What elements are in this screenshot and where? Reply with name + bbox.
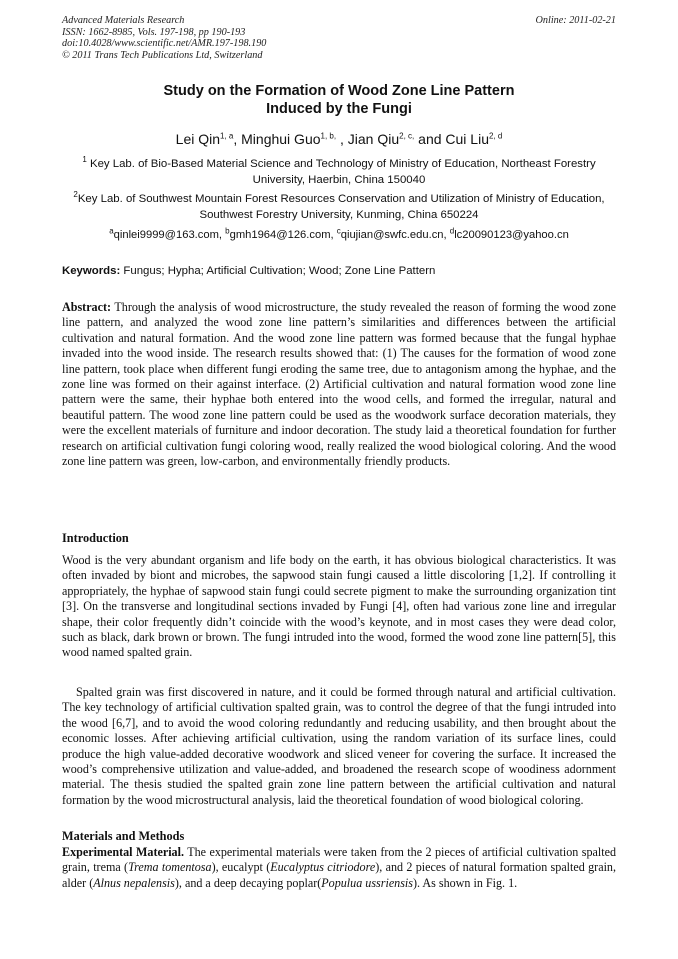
species-name: Trema tomentosa	[128, 860, 212, 875]
email-address: qinlei9999@163.com,	[113, 229, 223, 241]
methods-text: ), eucalypt (	[211, 860, 271, 875]
author-name: Jian Qiu	[347, 131, 400, 147]
title-line-2: Induced by the Fungi	[266, 101, 412, 117]
affiliation-2	[62, 192, 616, 223]
author-sup: 2, c,	[399, 131, 415, 141]
species-name: Alnus nepalensis	[93, 875, 175, 890]
paper-title	[62, 82, 616, 118]
affiliation-sup: 1	[82, 155, 87, 165]
abstract-text: Through the analysis of wood microstructure, the study revealed the reason of forming the wood zone line pattern, and analyzed the wood zone line pattern’s similarities and differences between the artificial cultivation and natural formation. And the wood zone line pattern was formed because that the fungal hyphae invaded into the wood inside. The research results showed that: (1) The causes for the formation of wood zone line pattern, took place when different fungi eroding the same tree, due to antagonism among the hyphae, and the zone line was formed on their against interface. (2) Artificial cultivation and natural formation wood zone line pattern were the same, their hyphae both entered into the wood cells, and formed the irregular, natural and beautiful pattern. The wood zone line pattern could be used as the woodwork surface decoration materials, they were the excellent materials of furniture and indoor decoration. The study laid a theoretical foundation for further research on artificial cultivation fungi coloring wood, really realized the wood biological coloring. And the wood zone line pattern was green, low-carbon, and environmentally friendly products.	[62, 300, 617, 469]
introduction-paragraph-2: Spalted grain was first discovered in nature, and it could be formed through natural and artificial cultivation. The key technology of artificial cultivation spalted grain, was to control the degree of that the fungi intruded into the wood [6,7], and to avoid the wood coloring redundantly and reducing usability, and then brought about the economic losses. After achieving artificial cultivation, using the random variation of its surface lines, could produce the high value-added decorative woodwork and sliced veneer for covering the surface. It increased the wood’s comprehensive utilization and value-added, and broadened the research scope of woodiness adornment material. The thesis studied the spalted grain zone line pattern between the artificial cultivation and natural formation by the wood microstructural analysis, laid the theoretical foundation of wood biological coloring.	[62, 685, 616, 807]
email-sup: c	[336, 226, 341, 236]
author-name: Minghui Guo	[241, 131, 321, 147]
email-address: gmh1964@126.com,	[229, 229, 334, 241]
species-name: Eucalyptus citriodore	[270, 860, 376, 875]
online-date: Online: 2011-02-21	[535, 15, 616, 26]
author-and: and	[418, 131, 442, 147]
methods-heading: Materials and Methods	[62, 829, 185, 843]
email-sup: d	[449, 226, 455, 236]
email-address: qiujian@swfc.edu.cn,	[340, 229, 447, 241]
introduction-heading: Introduction	[62, 531, 129, 545]
email-sup: b	[225, 226, 230, 236]
methods-text: The experimental materials were taken from the 2 pieces of artificial cultivation spalted grain, trema (	[62, 845, 616, 875]
doi-line: doi:10.4028/www.scientific.net/AMR.197-198.190	[62, 38, 267, 50]
author-list: Lei Qin$^{1, a}$, Minghui Guo$^{1, b,}$ , Jian Qiu$^{2, c,}$ and Cui Liu$^{2, d}$	[175, 131, 503, 147]
email-sup: a	[109, 226, 114, 236]
keywords-text: Fungus; Hypha; Artificial Cultivation; Wood; Zone Line Pattern	[123, 265, 436, 277]
affiliation-1	[62, 157, 616, 188]
author-sup: 1, b,	[320, 131, 337, 141]
methods-paragraph	[62, 845, 616, 891]
methods-text: ), and a deep decaying poplar(	[174, 875, 322, 890]
affiliation-sup: 2	[73, 190, 78, 200]
author-sup: 2, d	[489, 131, 503, 141]
methods-text: ), and 2 pieces of natural formation spalted grain, alder (	[62, 860, 617, 890]
keywords	[62, 264, 616, 279]
species-name: Populua ussriensis	[321, 875, 414, 890]
title-line-1: Study on the Formation of Wood Zone Line Pattern	[163, 83, 515, 99]
copyright-line: © 2011 Trans Tech Publications Ltd, Switzerland	[62, 49, 263, 61]
methods-text: ). As shown in Fig. 1.	[413, 875, 518, 890]
email-list	[62, 228, 616, 243]
abstract-label: Abstract:	[62, 300, 112, 314]
journal-header	[62, 15, 616, 61]
email-address: lc20090123@yahoo.cn	[454, 229, 569, 241]
author-name: Lei Qin	[175, 131, 221, 147]
introduction-paragraph-1: Wood is the very abundant organism and life body on the earth, it has obvious biological characteristics. It was often invaded by biont and microbes, the sapwood stain fungi caused a little discoloring [1,2]. If controlling it appropriately, the hyphae of sapwood stain fungi could secrete pigment to make the surrounding organization tint [3]. On the transverse and longitudinal sections invaded by Fungi [4], often had various zone line and irregular shape, their color frequently didn’t coincide with the wood’s keynote, and in most cases they were dead color, such as black, dark brown or brown. The fungi intruded into the wood, formed the wood zone line pattern[5], this wood named spalted grain.	[62, 553, 616, 660]
keywords-label: Keywords:	[62, 265, 121, 277]
issn-line: ISSN: 1662-8985, Vols. 197-198, pp 190-193	[62, 26, 246, 38]
affiliation-text: Key Lab. of Southwest Mountain Forest Resources Conservation and Utilization of Ministry of Education, Southwest Forestry University, Kunming, China 650224	[77, 193, 605, 221]
affiliation-text: Key Lab. of Bio-Based Material Science and Technology of Ministry of Education, Northeast Forestry University, Haerbin, China 150040	[89, 158, 596, 186]
author-sup: 1, a	[220, 131, 234, 141]
abstract	[62, 300, 616, 469]
journal-name: Advanced Materials Research	[62, 15, 185, 26]
methods-label: Experimental Material.	[62, 845, 184, 859]
author-name: Cui Liu	[445, 131, 489, 147]
